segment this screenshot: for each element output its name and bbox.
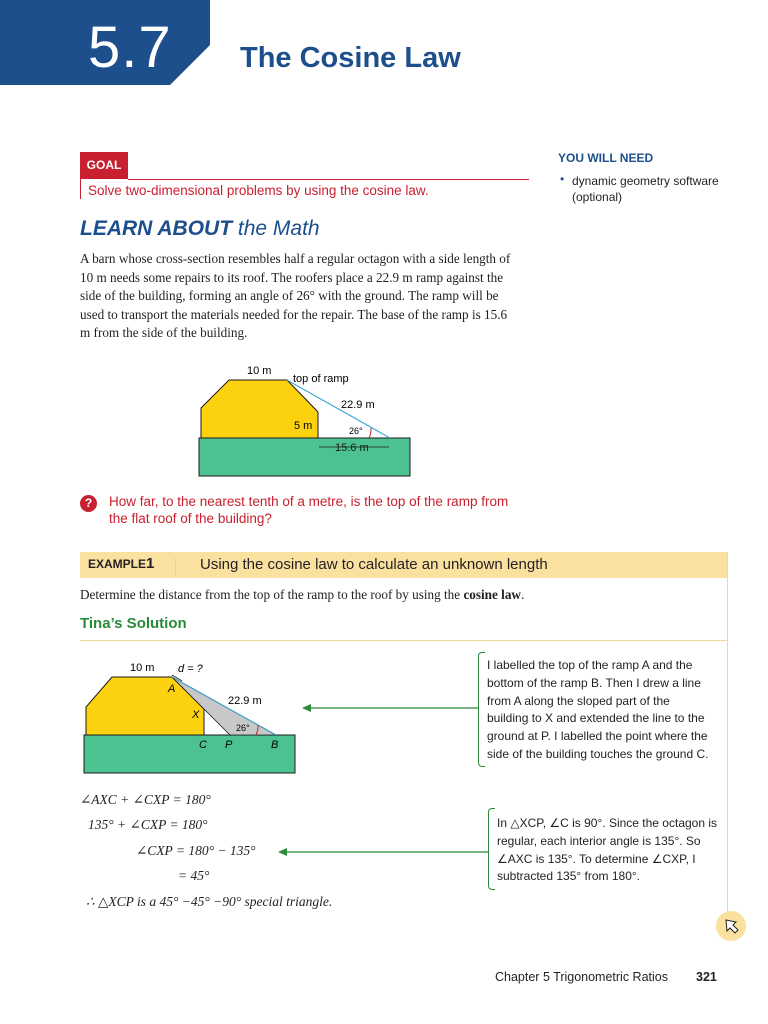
example-title: Using the cosine law to calculate an unknown length: [200, 556, 548, 573]
goal-text: Solve two-dimensional problems by using the cosine law.: [88, 183, 429, 198]
label-ramp-length: 22.9 m: [341, 399, 375, 411]
label-base: 15.6 m: [335, 442, 369, 454]
label-ramp-length-2: 22.9 m: [228, 695, 262, 707]
goal-divider: [128, 179, 529, 180]
example-description-end: .: [520, 587, 525, 602]
note1-text: I labelled the top of the ramp A and the bottom of the ramp B. Then I drew a line from A along the sloped part of the building to X and extended the line to the ground at P. I labelled the point where the side of the building touches the ground C.: [487, 658, 709, 761]
pointer-icon: [716, 911, 746, 941]
math-line-5: ∴ △XCP is a 45° −45° −90° special triangle.: [86, 894, 333, 909]
you-will-need-item: dynamic geometry software (optional): [572, 174, 719, 204]
math-line-2: 135° + ∠CXP = 180°: [88, 817, 208, 832]
label-C: C: [199, 739, 207, 751]
math-line-4: = 45°: [178, 868, 210, 883]
note2-bracket: [488, 808, 495, 890]
goal-tag: GOAL: [80, 152, 128, 179]
math-line-3: ∠CXP = 180° − 135°: [136, 843, 256, 858]
example-side-rule: [727, 552, 728, 912]
label-10m-2: 10 m: [130, 662, 155, 674]
note1-arrow: [300, 700, 480, 716]
learn-about-paragraph: A barn whose cross-section resembles half a regular octagon with a side length of 10 m needs some repairs to its roof. The roofers place a 22.9 m ramp against the side of the building, forming an angle of 26° with the ground. The ramp will be used to transport the materials needed for the repair. The base of the ramp is 15.6 m from the side of the building.: [80, 251, 511, 340]
barn-ramp-diagram: [195, 360, 420, 480]
labelled-ramp-diagram: [80, 655, 305, 775]
section-title: The Cosine Law: [240, 42, 461, 74]
goal-divider-vertical: [80, 179, 81, 199]
label-P: P: [225, 739, 233, 751]
example-number: 1: [146, 555, 155, 572]
label-A: A: [168, 683, 176, 695]
learn-about-heading: [80, 217, 320, 241]
note2-text: In △XCP, ∠C is 90°. Since the octagon is regular, each interior angle is 135°. So ∠AXC is 135°. To determine ∠CXP, I subtracted 135° from 180°.: [497, 816, 718, 884]
example-description-bold: cosine law: [463, 587, 521, 602]
label-B: B: [271, 739, 279, 751]
label-d: d = ?: [178, 663, 203, 675]
example-separator: [175, 558, 176, 576]
label-10m: 10 m: [247, 365, 272, 377]
math-line-1: ∠AXC + ∠CXP = 180°: [80, 792, 211, 807]
learn-about-heading-rest: the Math: [232, 217, 320, 240]
label-top-of-ramp: top of ramp: [293, 373, 349, 385]
note2-arrow: [276, 844, 490, 860]
label-X: X: [192, 709, 200, 721]
solution-divider: [80, 640, 727, 641]
ground-rect: [199, 438, 410, 476]
footer-chapter: Chapter 5 Trigonometric Ratios: [495, 970, 668, 984]
label-side-height: 5 m: [294, 420, 313, 432]
label-angle: 26°: [349, 426, 363, 436]
question-text: How far, to the nearest tenth of a metre, is the top of the ramp from the flat roof of the building?: [109, 494, 509, 526]
note1-bracket: [478, 652, 485, 767]
example-description-text: Determine the distance from the top of the ramp to the roof by using the: [80, 587, 464, 602]
label-angle-2: 26°: [236, 723, 250, 733]
you-will-need-title: YOU WILL NEED: [558, 151, 654, 165]
solution-title: Tina’s Solution: [80, 615, 187, 632]
question-icon: ?: [80, 495, 97, 512]
angle-arc: [369, 428, 371, 438]
example-label: EXAMPLE: [88, 557, 147, 571]
ground-rect-2: [84, 735, 295, 773]
bullet-icon: •: [560, 172, 565, 186]
pointer-tool-button[interactable]: [716, 911, 746, 941]
learn-about-heading-bold: LEARN ABOUT: [80, 217, 233, 240]
example-description: [80, 587, 524, 603]
page-number: 321: [696, 970, 717, 984]
section-number: 5.7: [88, 15, 172, 80]
